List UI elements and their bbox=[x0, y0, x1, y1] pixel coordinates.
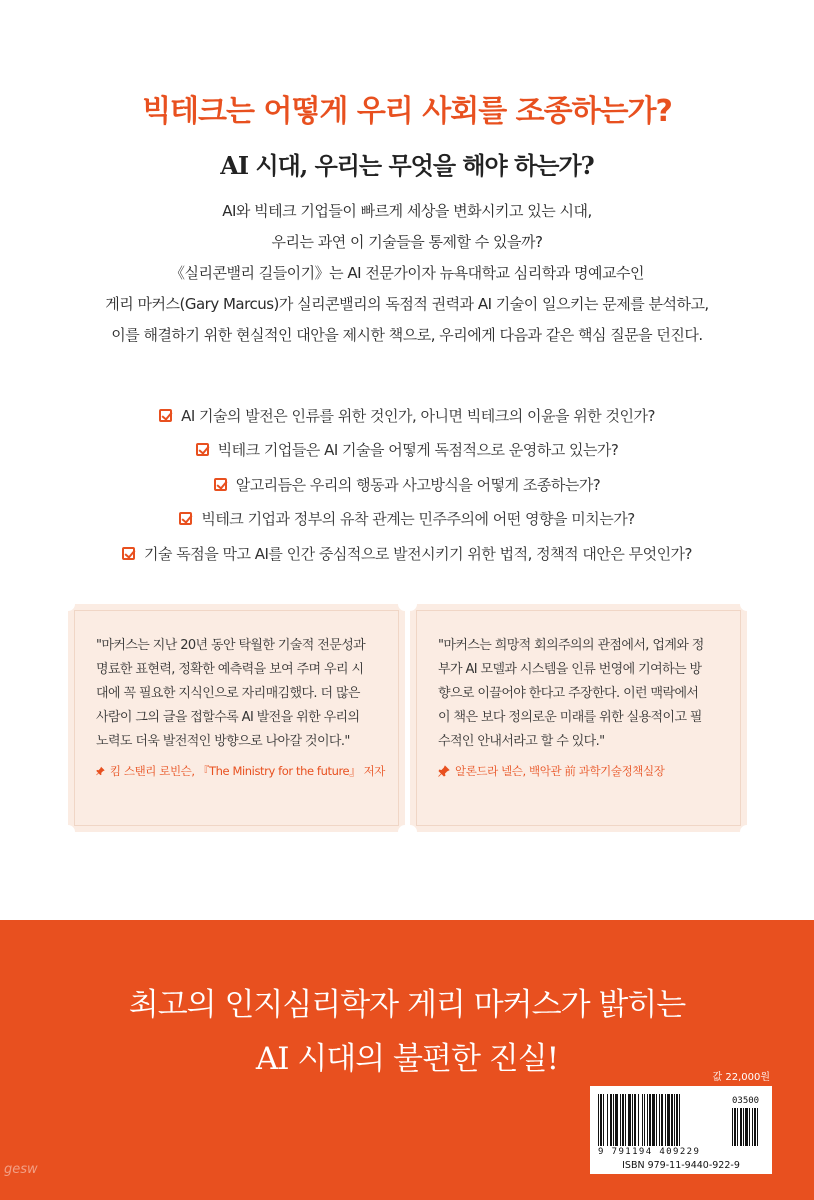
question-text: 알고리듬은 우리의 행동과 사고방식을 어떻게 조종하는가? bbox=[235, 475, 601, 494]
barcode-bar bbox=[757, 1108, 758, 1146]
subheadline: AI 시대, 우리는 무엇을 해야 하는가? bbox=[220, 151, 594, 180]
question-item bbox=[0, 467, 814, 502]
tagline-line: 최고의 인지심리학자 게리 마커스가 밝히는 bbox=[128, 987, 686, 1023]
quote-source bbox=[96, 763, 385, 779]
checkbox-checked-icon bbox=[214, 478, 227, 491]
price-label: 값 22,000원 bbox=[712, 1072, 770, 1083]
quote-line: 수적인 안내서라고 할 수 있다." bbox=[438, 734, 605, 749]
intro-line: 게리 마커스(Gary Marcus)가 실리콘밸리의 독점적 권력과 AI 기술이 일으키는 문제를 분석하고, bbox=[105, 295, 709, 313]
quote-line: 노력도 더욱 발전적인 방향으로 나아갈 것이다." bbox=[96, 734, 350, 749]
intro-line: AI와 빅테크 기업들이 빠르게 세상을 변화시키고 있는 시대, bbox=[222, 202, 592, 220]
intro-line: 이를 해결하기 위한 현실적인 대안을 제시한 책으로, 우리에게 다음과 같은 핵심 질문을 던진다. bbox=[111, 326, 703, 344]
quote-line: "마커스는 지난 20년 동안 탁월한 기술적 전문성과 bbox=[96, 638, 366, 653]
quote-line: 향으로 이끌어야 한다고 주장한다. 이런 맥락에서 bbox=[438, 686, 699, 701]
tagline-line: AI 시대의 불편한 진실! bbox=[255, 1041, 559, 1077]
question-text: 빅테크 기업들은 AI 기술을 어떻게 독점적으로 운영하고 있는가? bbox=[217, 441, 619, 460]
question-item bbox=[0, 502, 814, 537]
barcode-addon-number: 03500 bbox=[732, 1096, 760, 1106]
question-item bbox=[0, 536, 814, 571]
intro-line: 우리는 과연 이 기술들을 통제할 수 있을까? bbox=[271, 233, 543, 251]
quote-line: "마커스는 희망적 회의주의의 관점에서, 업계와 정 bbox=[438, 638, 704, 653]
quote-text bbox=[438, 634, 727, 754]
quote-line: 명료한 표현력, 정확한 예측력을 보여 주며 우리 시 bbox=[96, 662, 364, 677]
pushpin-icon bbox=[96, 765, 105, 777]
checkbox-checked-icon bbox=[122, 547, 135, 560]
question-item bbox=[0, 398, 814, 433]
barcode-bar bbox=[680, 1094, 683, 1146]
quote-line: 부가 AI 모델과 시스템을 인류 번영에 기여하는 방 bbox=[438, 662, 702, 677]
barcode-addon-bars bbox=[732, 1108, 766, 1146]
isbn-barcode bbox=[590, 1086, 772, 1174]
checkbox-checked-icon bbox=[159, 409, 172, 422]
quote-line: 이 책은 보다 정의로운 미래를 위한 실용적이고 필 bbox=[438, 710, 702, 725]
isbn-text: ISBN 979-11-9440-922-9 bbox=[622, 1160, 740, 1171]
barcode-bars bbox=[598, 1094, 723, 1146]
watermark: gesw bbox=[4, 1162, 38, 1177]
tagline bbox=[0, 978, 814, 1086]
question-text: 빅테크 기업과 정부의 유착 관계는 민주주의에 어떤 영향을 미치는가? bbox=[201, 510, 635, 529]
barcode-addon bbox=[732, 1096, 766, 1146]
intro-paragraph bbox=[30, 196, 784, 351]
intro-line: 《실리콘밸리 길들이기》는 AI 전문가이자 뉴욕대학교 심리학과 명예교수인 bbox=[169, 264, 644, 282]
quote-source bbox=[438, 763, 727, 779]
endorsement-quote-right bbox=[410, 604, 747, 832]
barcode-number: 9 791194 409229 bbox=[598, 1147, 701, 1157]
question-item bbox=[0, 433, 814, 468]
pushpin-icon bbox=[438, 765, 450, 777]
endorsement-quote-left bbox=[68, 604, 405, 832]
quote-line: 사람이 그의 글을 접할수록 AI 발전을 위한 우리의 bbox=[96, 710, 360, 725]
headline: 빅테크는 어떻게 우리 사회를 조종하는가? bbox=[142, 94, 672, 129]
question-text: 기술 독점을 막고 AI를 인간 중심적으로 발전시키기 위한 법적, 정책적 대안은 무엇인가? bbox=[143, 544, 693, 563]
orange-footer-band bbox=[0, 920, 814, 1200]
quote-text bbox=[96, 634, 385, 754]
quote-line: 대에 꼭 필요한 지식인으로 자리매김했다. 더 많은 bbox=[96, 686, 360, 701]
quote-source-text: 킴 스탠리 로빈슨, 『The Ministry for the future』 저자 bbox=[109, 764, 385, 778]
question-text: AI 기술의 발전은 인류를 위한 것인가, 아니면 빅테크의 이윤을 위한 것인가? bbox=[181, 406, 655, 425]
question-list bbox=[0, 398, 814, 571]
quote-source-text: 알론드라 넬슨, 백악관 前 과학기술정책실장 bbox=[455, 764, 665, 778]
checkbox-checked-icon bbox=[179, 512, 192, 525]
checkbox-checked-icon bbox=[196, 443, 209, 456]
